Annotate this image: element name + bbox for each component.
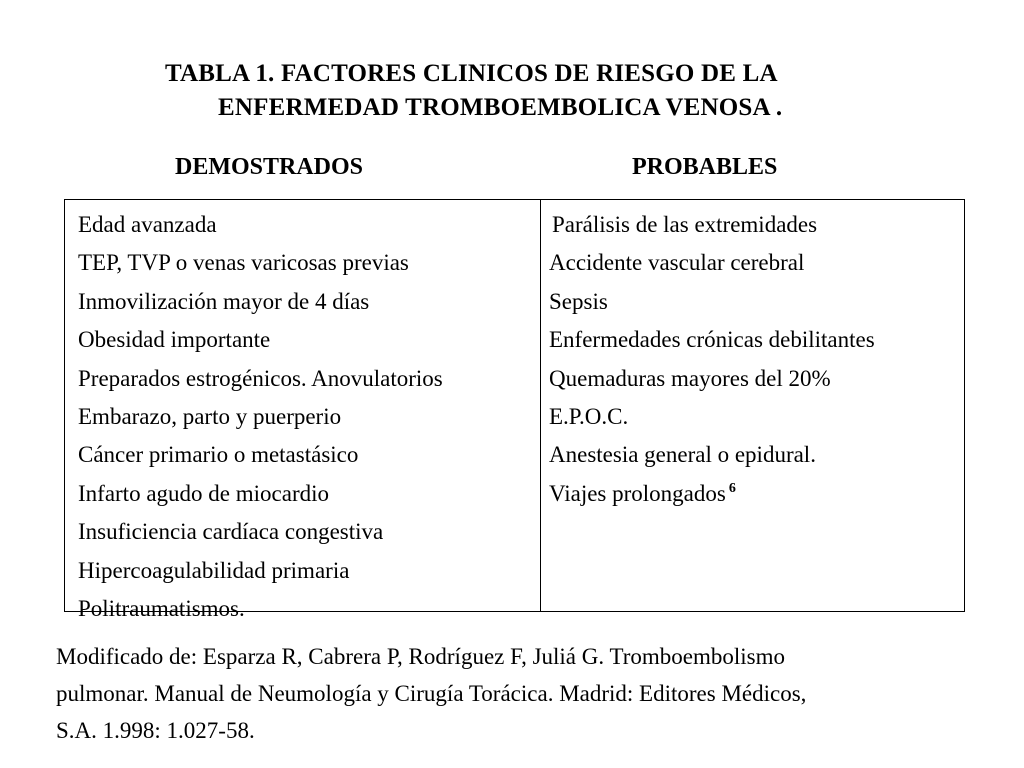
list-item: Anestesia general o epidural. [549, 442, 816, 468]
citation-line-1: Modificado de: Esparza R, Cabrera P, Rodríguez F, Juliá G. Tromboembolismo [56, 644, 785, 669]
list-item: Cáncer primario o metastásico [78, 442, 359, 468]
list-item: Hipercoagulabilidad primaria [78, 557, 350, 583]
list-item: Politraumatismos. [78, 596, 245, 622]
probables-list [549, 206, 875, 513]
column-divider [540, 200, 541, 611]
list-item: Parálisis de las extremidades [552, 212, 818, 237]
footnote-reference: 6 [728, 481, 736, 497]
risk-factors-table [64, 199, 965, 622]
list-item: TEP, TVP o venas varicosas previas [78, 250, 409, 276]
list-item: Quemaduras mayores del 20% [549, 365, 831, 391]
list-item: E.P.O.C. [549, 404, 629, 430]
list-item: Enfermedades crónicas debilitantes [549, 327, 875, 353]
list-item: Infarto agudo de miocardio [78, 480, 329, 506]
list-item-with-ref [549, 475, 875, 513]
column-header-demostrados: DEMOSTRADOS [175, 154, 364, 180]
list-item: Edad avanzada [78, 212, 217, 237]
source-citation [56, 638, 996, 749]
list-item: Preparados estrogénicos. Anovulatorios [78, 365, 443, 391]
list-item-text: Viajes prolongados [549, 480, 726, 506]
citation-line-3: S.A. 1.998: 1.027-58. [56, 718, 255, 743]
column-header-probables: PROBABLES [632, 154, 778, 180]
list-item: Sepsis [549, 288, 608, 314]
title-line-1: TABLA 1. FACTORES CLINICOS DE RIESGO DE LA [165, 60, 778, 87]
citation-line-2: pulmonar. Manual de Neumología y Cirugía Torácica. Madrid: Editores Médicos, [56, 681, 807, 706]
list-item: Obesidad importante [78, 327, 271, 353]
demostrados-list [78, 206, 443, 628]
title-line-2: ENFERMEDAD TROMBOEMBOLICA VENOSA . [218, 94, 783, 121]
list-item: Embarazo, parto y puerperio [78, 404, 342, 430]
list-item: Accidente vascular cerebral [549, 250, 805, 276]
list-item: Inmovilización mayor de 4 días [78, 288, 370, 314]
list-item: Insuficiencia cardíaca congestiva [78, 519, 384, 545]
